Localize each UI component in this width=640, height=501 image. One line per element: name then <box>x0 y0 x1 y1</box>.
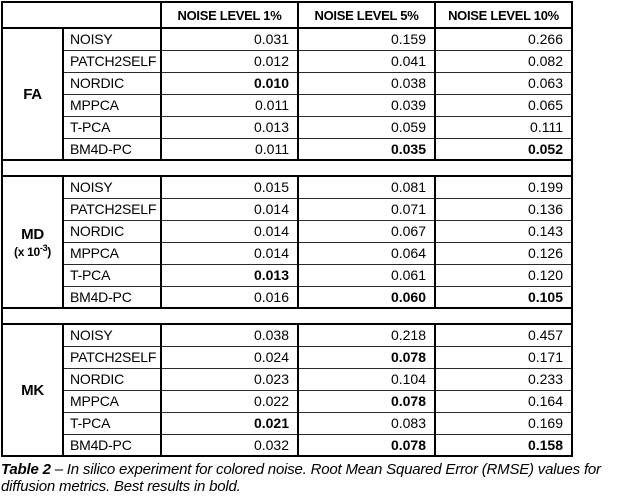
column-header-noise-5pct: NOISE LEVEL 5% <box>298 2 435 28</box>
metric-value: 0.143 <box>435 220 572 242</box>
section-spacer <box>2 308 572 324</box>
metric-value: 0.171 <box>435 346 572 368</box>
section-label-md <box>2 176 63 308</box>
metric-value: 0.083 <box>298 412 435 434</box>
method-label: MPPCA <box>63 94 161 116</box>
method-label: PATCH2SELF <box>63 198 161 220</box>
table-row <box>2 198 572 220</box>
metric-value: 0.063 <box>435 72 572 94</box>
metric-value: 0.159 <box>298 28 435 50</box>
table-row <box>2 412 572 434</box>
metric-value: 0.064 <box>298 242 435 264</box>
caption-line-2: diffusion metrics. Best results in bold. <box>1 478 241 495</box>
method-label: T-PCA <box>63 116 161 138</box>
metric-value: 0.024 <box>161 346 298 368</box>
metric-value: 0.016 <box>161 286 298 308</box>
column-header-noise-10pct: NOISE LEVEL 10% <box>435 2 572 28</box>
metric-value: 0.041 <box>298 50 435 72</box>
metric-value: 0.061 <box>298 264 435 286</box>
section-label-fa <box>2 28 63 160</box>
metric-value: 0.038 <box>298 72 435 94</box>
table-row <box>2 346 572 368</box>
metric-value: 0.071 <box>298 198 435 220</box>
metric-value: 0.022 <box>161 390 298 412</box>
table-row <box>2 434 572 456</box>
section-label-text: MD <box>21 225 44 243</box>
section-label-text: MK <box>21 381 44 399</box>
table-row <box>2 94 572 116</box>
metric-value: 0.067 <box>298 220 435 242</box>
metric-value: 0.164 <box>435 390 572 412</box>
metric-value: 0.012 <box>161 50 298 72</box>
method-label: NOISY <box>63 28 161 50</box>
metric-value: 0.078 <box>298 346 435 368</box>
method-label: BM4D-PC <box>63 434 161 456</box>
metric-value: 0.105 <box>435 286 572 308</box>
method-label: MPPCA <box>63 242 161 264</box>
metric-value: 0.104 <box>298 368 435 390</box>
metric-value: 0.266 <box>435 28 572 50</box>
caption-title: Table 2 <box>1 461 51 478</box>
metric-value: 0.032 <box>161 434 298 456</box>
column-header-noise-1pct: NOISE LEVEL 1% <box>161 2 298 28</box>
table-row <box>2 116 572 138</box>
method-label: PATCH2SELF <box>63 50 161 72</box>
table-row <box>2 50 572 72</box>
header-row <box>2 2 572 28</box>
method-label: T-PCA <box>63 412 161 434</box>
method-label: PATCH2SELF <box>63 346 161 368</box>
section-sublabel-text: (x $10^{-3}$) <box>14 242 51 259</box>
method-label: NOISY <box>63 176 161 198</box>
table-row <box>2 286 572 308</box>
metric-value: 0.010 <box>161 72 298 94</box>
metric-value: 0.111 <box>435 116 572 138</box>
metric-value: 0.120 <box>435 264 572 286</box>
metric-value: 0.031 <box>161 28 298 50</box>
method-label: BM4D-PC <box>63 138 161 160</box>
table-row <box>2 28 572 50</box>
metric-value: 0.126 <box>435 242 572 264</box>
table-row <box>2 242 572 264</box>
metric-value: 0.038 <box>161 324 298 346</box>
method-label: NORDIC <box>63 72 161 94</box>
section-label-mk <box>2 324 63 456</box>
metric-value: 0.081 <box>298 176 435 198</box>
method-label: BM4D-PC <box>63 286 161 308</box>
table-row <box>2 324 572 346</box>
metric-value: 0.065 <box>435 94 572 116</box>
metric-value: 0.059 <box>298 116 435 138</box>
section-label-text: FA <box>23 85 42 103</box>
metric-value: 0.015 <box>161 176 298 198</box>
metric-value: 0.023 <box>161 368 298 390</box>
caption-text: – In silico experiment for colored noise. Root Mean Squared Error (RMSE) values for <box>50 461 601 478</box>
corner-cell <box>2 2 161 28</box>
metric-value: 0.011 <box>161 138 298 160</box>
metric-value: 0.218 <box>298 324 435 346</box>
table-caption <box>1 461 640 495</box>
metric-value: 0.136 <box>435 198 572 220</box>
method-label: NOISY <box>63 324 161 346</box>
caption-line-1 <box>1 461 640 478</box>
metric-value: 0.060 <box>298 286 435 308</box>
metric-value: 0.158 <box>435 434 572 456</box>
metric-value: 0.052 <box>435 138 572 160</box>
table-row <box>2 264 572 286</box>
metric-value: 0.039 <box>298 94 435 116</box>
metric-value: 0.457 <box>435 324 572 346</box>
table-row <box>2 176 572 198</box>
method-label: T-PCA <box>63 264 161 286</box>
metric-value: 0.013 <box>161 116 298 138</box>
table-row <box>2 72 572 94</box>
metric-value: 0.199 <box>435 176 572 198</box>
method-label: MPPCA <box>63 390 161 412</box>
metric-value: 0.013 <box>161 264 298 286</box>
table-row <box>2 368 572 390</box>
metric-value: 0.014 <box>161 242 298 264</box>
metric-value: 0.011 <box>161 94 298 116</box>
metric-value: 0.082 <box>435 50 572 72</box>
metric-value: 0.035 <box>298 138 435 160</box>
metric-value: 0.078 <box>298 390 435 412</box>
metric-value: 0.014 <box>161 220 298 242</box>
metric-value: 0.078 <box>298 434 435 456</box>
metric-value: 0.014 <box>161 198 298 220</box>
method-label: NORDIC <box>63 220 161 242</box>
section-spacer <box>2 160 572 176</box>
metric-value: 0.021 <box>161 412 298 434</box>
metric-value: 0.169 <box>435 412 572 434</box>
metric-value: 0.233 <box>435 368 572 390</box>
method-label: NORDIC <box>63 368 161 390</box>
results-table <box>1 1 573 457</box>
table-row <box>2 390 572 412</box>
table-row <box>2 220 572 242</box>
table-row <box>2 138 572 160</box>
